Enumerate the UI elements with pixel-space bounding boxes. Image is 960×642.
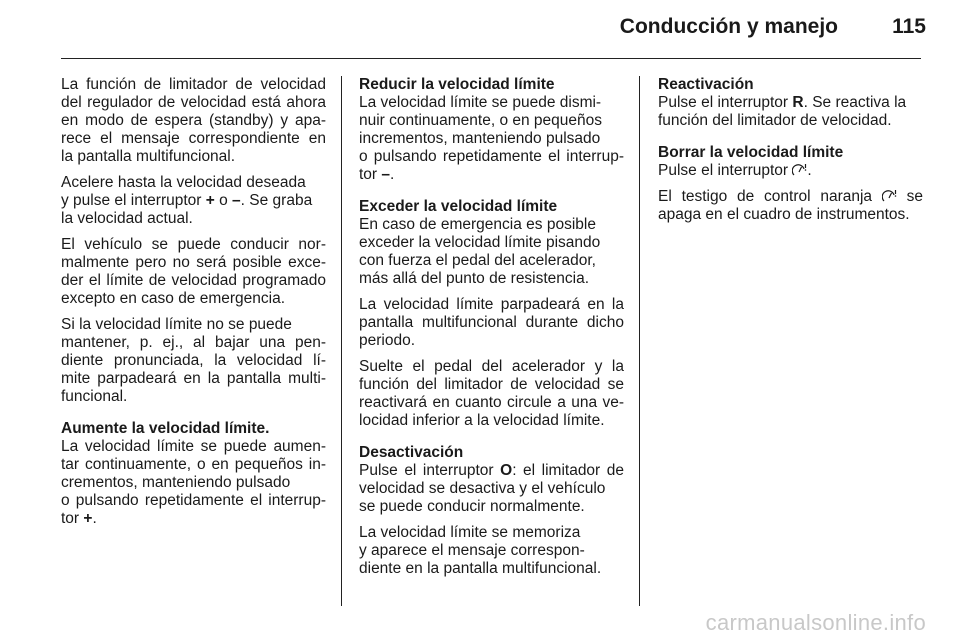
text-span: o xyxy=(214,192,233,209)
text-line: la velocidad actual. xyxy=(61,210,193,227)
text-line xyxy=(359,166,624,184)
text-span: Pulse el interruptor xyxy=(359,462,501,479)
text-span: El testigo de control naranja xyxy=(658,188,882,205)
r-switch-label: R xyxy=(792,94,804,111)
text-span: se xyxy=(896,188,923,205)
col3-paragraph-3 xyxy=(658,188,923,224)
text-line: diente pronunciada, la velocidad lí- xyxy=(61,352,326,369)
text-line: crementos, manteniendo pulsado xyxy=(61,474,291,491)
col1-paragraph-2 xyxy=(61,174,326,228)
text-line xyxy=(658,94,923,112)
column-divider-2 xyxy=(639,76,640,606)
text-line: periodo. xyxy=(359,332,416,349)
column-1 xyxy=(61,76,326,528)
text-line: o pulsando repetidamente el interrup- xyxy=(359,148,624,165)
text-line: La velocidad límite se puede dismi- xyxy=(359,94,602,111)
col1-paragraph-3 xyxy=(61,236,326,308)
text-line: y aparece el mensaje correspon- xyxy=(359,542,585,559)
text-line: La velocidad límite se memoriza xyxy=(359,524,581,541)
col3-paragraph-1 xyxy=(658,94,923,130)
watermark: carmanualsonline.info xyxy=(705,610,926,635)
text-span: Pulse el interruptor xyxy=(658,94,793,111)
text-span: tor xyxy=(61,510,84,527)
col2-paragraph-5 xyxy=(359,462,624,516)
text-line: der el límite de velocidad programado xyxy=(61,272,326,289)
text-line: en modo de espera (standby) y apa- xyxy=(61,112,326,129)
text-span: . Se graba xyxy=(240,192,313,209)
page-title: Conducción y manejo xyxy=(619,15,838,38)
text-line: La velocidad límite parpadeará en la xyxy=(359,296,624,313)
col3-paragraph-2 xyxy=(658,162,923,180)
minus-icon: – xyxy=(232,192,241,209)
text-line: diente en la pantalla multifuncional. xyxy=(359,560,602,577)
plus-icon: + xyxy=(83,510,93,527)
col1-paragraph-5 xyxy=(61,438,326,528)
col2-paragraph-4 xyxy=(359,358,624,430)
text-line: pantalla multifuncional durante dicho xyxy=(359,314,624,331)
text-line xyxy=(359,462,624,480)
text-line xyxy=(658,188,923,206)
text-span: Pulse el interruptor xyxy=(658,162,793,179)
text-line: mite parpadeará en la pantalla multi- xyxy=(61,370,326,387)
text-line xyxy=(61,192,326,210)
section-heading: Reactivación xyxy=(658,76,754,93)
text-line: Si la velocidad límite no se puede xyxy=(61,316,292,333)
text-line: Suelte el pedal del acelerador y la xyxy=(359,358,624,375)
text-line: función del limitador de velocidad. xyxy=(658,112,892,129)
page-number: 115 xyxy=(892,15,926,38)
text-line: incrementos, manteniendo pulsado xyxy=(359,130,601,147)
column-2 xyxy=(359,76,624,578)
text-line: locidad inferior a la velocidad límite. xyxy=(359,412,605,429)
text-line: rece el mensaje correspondiente en xyxy=(61,130,326,147)
text-line: La velocidad límite se puede aumen- xyxy=(61,438,326,455)
text-line: apaga en el cuadro de instrumentos. xyxy=(658,206,910,223)
text-span: . xyxy=(807,162,812,179)
section-heading: Exceder la velocidad límite xyxy=(359,198,558,215)
col2-paragraph-1 xyxy=(359,94,624,184)
section-heading: Reducir la velocidad límite xyxy=(359,76,555,93)
text-line: tar continuamente, o en pequeños in- xyxy=(61,456,326,473)
text-line: exceder la velocidad límite pisando xyxy=(359,234,601,251)
text-line xyxy=(658,162,923,180)
section-heading: Borrar la velocidad límite xyxy=(658,144,844,161)
text-line: se puede conducir normalmente. xyxy=(359,498,585,515)
text-line: velocidad se desactiva y el vehículo xyxy=(359,480,606,497)
off-icon: O xyxy=(500,462,513,479)
text-line: En caso de emergencia es posible xyxy=(359,216,596,233)
section-heading: Desactivación xyxy=(359,444,464,461)
text-line: con fuerza el pedal del acelerador, xyxy=(359,252,596,269)
col2-paragraph-6 xyxy=(359,524,624,578)
column-3 xyxy=(658,76,923,224)
text-line: función del limitador de velocidad se xyxy=(359,376,624,393)
header-rule xyxy=(61,58,921,59)
text-line: reactivará en cuanto circule a una ve- xyxy=(359,394,624,411)
text-line: funcional. xyxy=(61,388,128,405)
col1-paragraph-4 xyxy=(61,316,326,406)
col2-paragraph-3 xyxy=(359,296,624,350)
text-line: La función de limitador de velocidad xyxy=(61,76,326,93)
text-line: más allá del punto de resistencia. xyxy=(359,270,590,287)
text-span: : el limitador de xyxy=(512,462,625,479)
plus-icon: + xyxy=(205,192,215,209)
minus-icon: – xyxy=(381,166,391,183)
text-span: y pulse el interruptor xyxy=(61,192,206,209)
text-line: mantener, p. ej., al bajar una pen- xyxy=(61,334,326,351)
speed-limiter-icon xyxy=(792,163,807,182)
text-span: . xyxy=(390,166,395,183)
text-span: . Se reactiva la xyxy=(803,94,907,111)
text-line: del regulador de velocidad está ahora xyxy=(61,94,326,111)
text-line: El vehículo se puede conducir nor- xyxy=(61,236,326,253)
text-line: la pantalla multifuncional. xyxy=(61,148,236,165)
col1-paragraph-1 xyxy=(61,76,326,166)
text-line: o pulsando repetidamente el interrup- xyxy=(61,492,326,509)
section-heading: Aumente la velocidad límite. xyxy=(61,420,270,437)
text-line: nuir continuamente, o en pequeños xyxy=(359,112,603,129)
col2-paragraph-2 xyxy=(359,216,624,288)
text-line: malmente pero no será posible exce- xyxy=(61,254,326,271)
text-line xyxy=(61,510,326,528)
column-divider-1 xyxy=(341,76,342,606)
text-span: . xyxy=(92,510,97,527)
text-line: Acelere hasta la velocidad deseada xyxy=(61,174,306,191)
text-span: tor xyxy=(359,166,382,183)
text-line: excepto en caso de emergencia. xyxy=(61,290,286,307)
